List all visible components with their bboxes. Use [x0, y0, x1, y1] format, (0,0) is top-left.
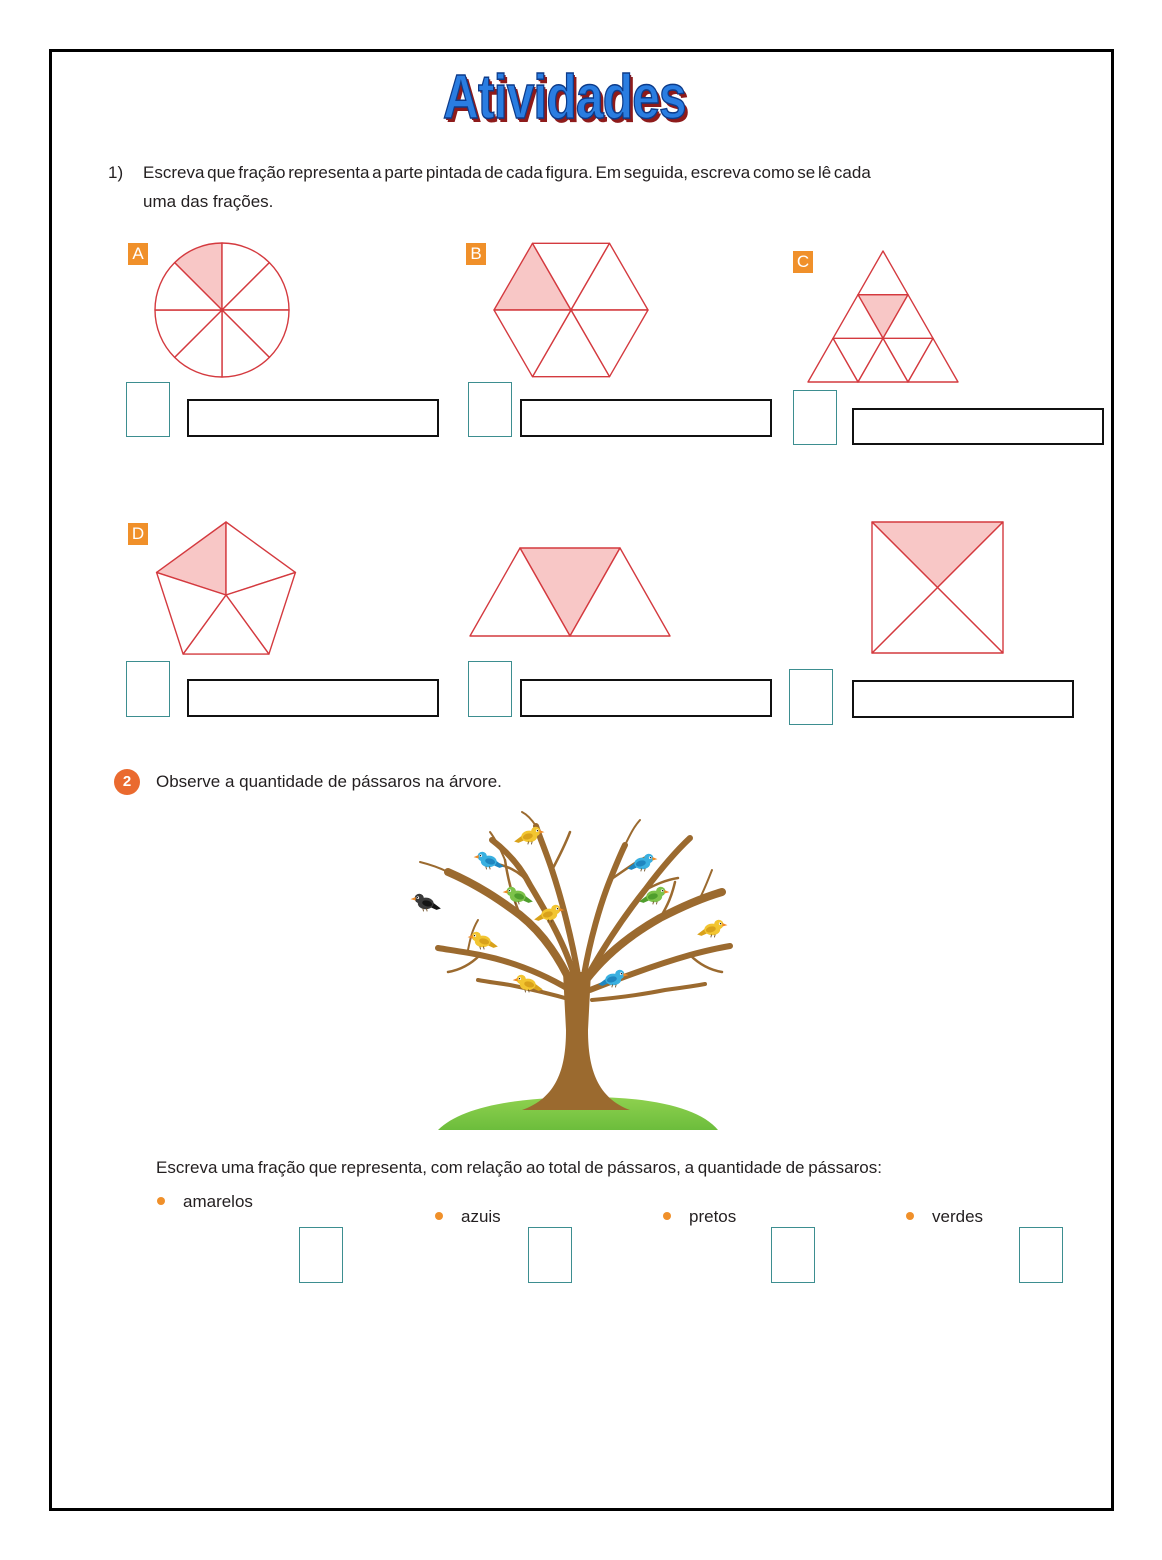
page-title: Atividades — [443, 63, 686, 132]
figure-label-b: B — [466, 243, 486, 265]
fraction-answer-box-e[interactable] — [468, 661, 512, 717]
reading-answer-field-b[interactable] — [520, 399, 772, 437]
fraction-answer-box-c[interactable] — [793, 390, 837, 445]
answer-box-pretos[interactable] — [771, 1227, 815, 1283]
fraction-answer-box-a[interactable] — [126, 382, 170, 437]
bullet-icon — [435, 1212, 443, 1220]
figure-label-a: A — [128, 243, 148, 265]
option-label-pretos: pretos — [689, 1207, 737, 1226]
option-label-verdes: verdes — [932, 1207, 984, 1226]
question-2-text: Observe a quantidade de pássaros na árvore. — [156, 772, 502, 791]
question-1-number: 1) — [108, 163, 124, 182]
bullet-icon — [663, 1212, 671, 1220]
answer-box-azuis[interactable] — [528, 1227, 572, 1283]
question-2-badge: 2 — [114, 769, 140, 795]
option-label-azuis: azuis — [461, 1207, 501, 1226]
figure-label-c: C — [793, 251, 813, 273]
figure-label-d: D — [128, 523, 148, 545]
reading-answer-field-d[interactable] — [187, 679, 439, 717]
answer-box-verdes[interactable] — [1019, 1227, 1063, 1283]
fraction-answer-box-f[interactable] — [789, 669, 833, 725]
reading-answer-field-f[interactable] — [852, 680, 1074, 718]
bullet-icon — [906, 1212, 914, 1220]
fraction-answer-box-d[interactable] — [126, 661, 170, 717]
answer-box-amarelos[interactable] — [299, 1227, 343, 1283]
question-1-text-line-2: uma das frações. — [143, 192, 274, 211]
reading-answer-field-a[interactable] — [187, 399, 439, 437]
reading-answer-field-e[interactable] — [520, 679, 772, 717]
fraction-answer-box-b[interactable] — [468, 382, 512, 437]
bullet-icon — [157, 1197, 165, 1205]
option-label-amarelos: amarelos — [183, 1192, 253, 1211]
reading-answer-field-c[interactable] — [852, 408, 1104, 445]
question-2-prompt: Escreva uma fração que representa, com relação ao total de pássaros, a quantidade de pássaros: — [156, 1158, 882, 1177]
question-1-text-line-1: Escreva que fração representa a parte pintada de cada figura. Em seguida, escreva como se lê cada — [143, 163, 871, 182]
